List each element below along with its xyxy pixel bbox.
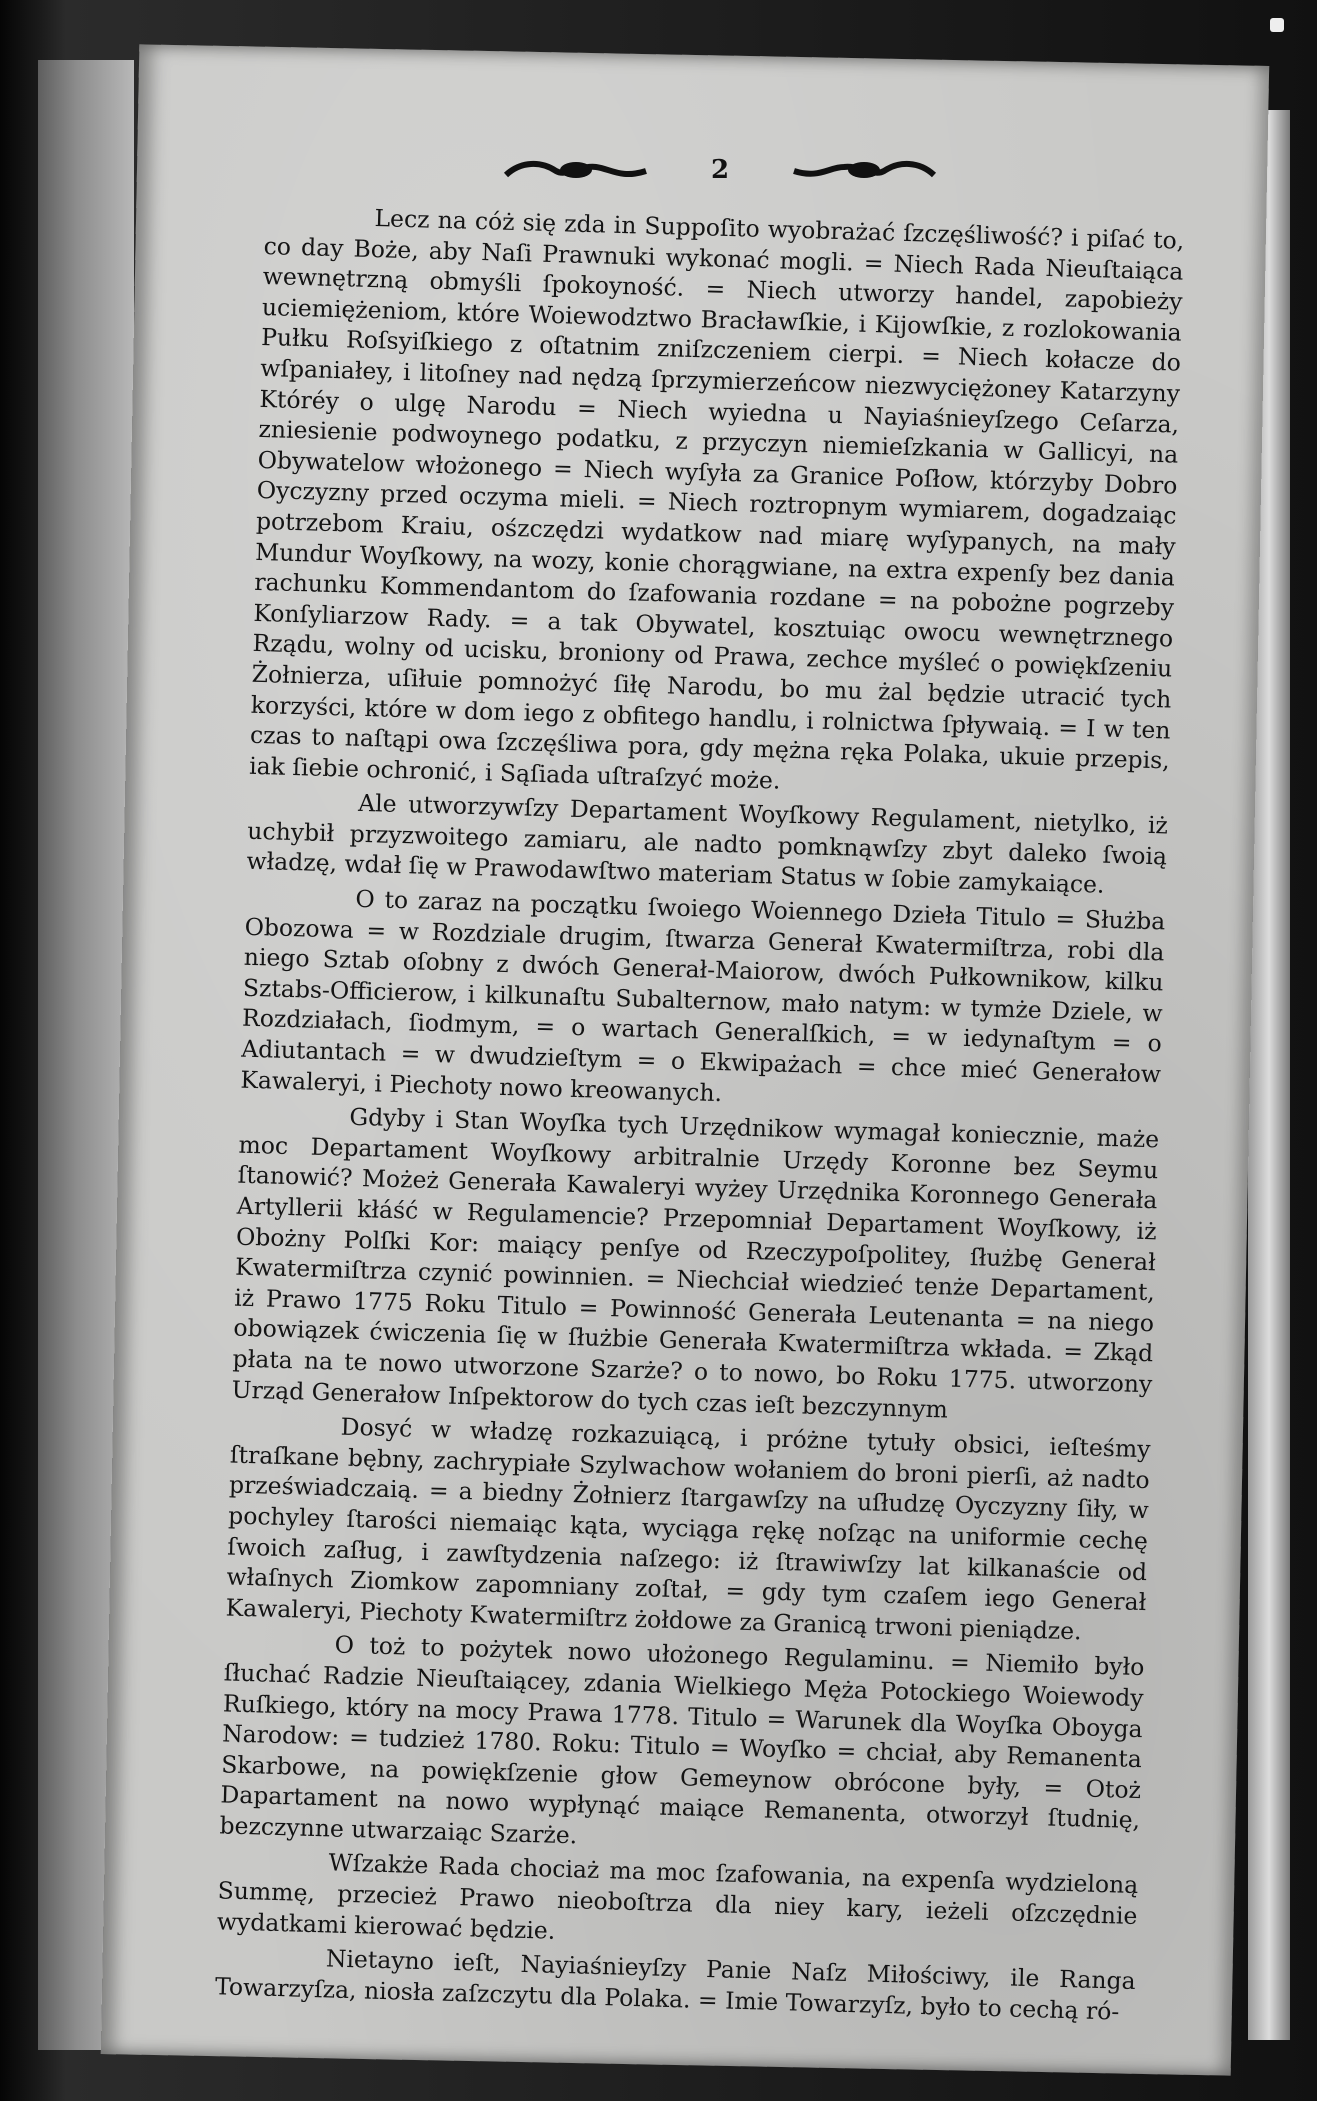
paragraph-8: Nietayno ieſt, Nayiaśnieyſzy Panie Naſz Miłościwy, ile Ranga Towarzyſza, niosła zaſzczytu dla Polaka. = Imie Towarzyſz, było to cechą ró- (214, 1944, 1136, 2026)
paragraph-7: Wſzakże Rada chociaż ma moc ſzafowania, na expenſa wydzieloną Summę, przecież Prawo nieoboſtrza dla niey kary, ieżeli oſzczędnie wydatkami kierować będzie. (216, 1848, 1139, 1945)
page-number: 2 (710, 155, 730, 185)
paragraph-1: Lecz na cóż się zda in Suppoſito wyobrażać ſzczęśliwość? i piſać to, co day Boże, aby Naſi Prawnuki wykonać mogli. = Niech Rada Nieuſtaiąca wewnętrzną obmyśli ſpokoyność. = Niech utworzy handel, zapobieży uciemiężeniom, które Woiewodztwo Bracławſkie, i Kijowſkie, z rozlokowania Pułku Roſsyiſkiego z oſtatnim zniſzczeniem cierpi. = Niech kołacze do wſpaniałey, i litoſney nad nędzą ſprzymierzeńcow niezwyciężoney Katarzyny Któréy o ulgę Narodu = Niech wyiedna u Nayiaśnieyſzego Ceſarza, zniesienie podwoynego podatku, z przyczyn niemieſzkania w Gallicyi, na Obywatelow włożonego = Niech wyſyła za Granice Poſłow, którzyby Dobro Oyczyzny przed oczyma mieli. = Niech roztropnym wymiarem, dogadzaiąc potrzebom Kraiu, ośzczędzi wydatkow nad miarę wyſypanych, na mały Mundur Woyſkowy, na wozy, konie chorągwiane, na extra expenſy bez dania rachunku Kommendantom do ſzafowania rozdane = na pobożne pogrzeby Konſyliarzow Rady. = a tak Obywatel, kosztuiąc owocu wewnętrznego Rządu, wolny od ucisku, broniony od Prawa, zechce myśleć o powiękſzeniu Żołnierza, uſiłuie pomnożyć ſiłę Narodu, bo mu żal będzie utracić tych korzyści, które w dom iego z obfitego handlu, i rolnictwa ſpływaią. = I w ten czas to naſtąpi owa ſzczęśliwa pora, gdy mężna ręka Polaka, ukuie przepis, iak ſiebie ochronić, i Sąſiada uſtraſzyć może. (248, 204, 1185, 795)
ornament-left-icon (501, 157, 651, 183)
paragraph-2: Ale utworzywſzy Departament Woyſkowy Regulament, nietylko, iż uchybił przyzwoitego zamiaru, ale nadto pomknąwſzy zbyt daleko ſwoią władzę, wdał ſię w Prawodawſtwo materiam Status w ſobie zamykaiące. (246, 789, 1169, 900)
paragraph-3: O to zaraz na początku ſwoiego Woiennego Dzieła Titulo = Służba Obozowa = w Rozdziale drugim, ſtwarza Generał Kwatermiſtrza, robi dla niego Sztab oſobny z dwóch Generał-Maiorow, dwóch Pułkownikow, kilku Sztabs-Officierow, i kilkunaſtu Subalternow, mało natym: w tymże Dziele, w Rozdziałach, ſiodmym, = o wartach Generalſkich, = w iedynaſtym = o Adiutantach = w dwudzieſtym = o Ekwipażach = chce mieć Generałow Kawaleryi, i Piechoty nowo kreowanych. (240, 884, 1166, 1107)
page-header (440, 150, 1000, 190)
page-body-text (215, 200, 1185, 2027)
ornament-right-icon (789, 157, 939, 183)
paragraph-5: Dosyć w władzę rozkazuiącą, i próżne tytuły obsici, ieſteśmy ſtraſkane bębny, zachrypiałe Szylwachow wołaniem do broni pierſi, aż nadto przeświadczaią. = a biedny Żołnierz ſtargawſzy na uſłudzę Oyczyzny ſiły, w pochyley ſtarości niemaiąc kąta, wyciąga rękę noſząc na uniformie cechę ſwoich zaſług, i zawſtydzenia naſzego: iż ſtrawiwſzy lat kilkanaście od właſnych Ziomkow zapomniany zoſtał, = gdy tym czaſem iego Generał Kawaleryi, Piechoty Kwatermiſtrz żołdowe za Granicą trwoni pieniądze. (225, 1412, 1151, 1646)
paragraph-6: O toż to pożytek nowo ułożonego Regulaminu. = Niemiło było ſłuchać Radzie Nieuſtaiącey, zdania Wielkiego Męża Potockiego Woiewody Ruſkiego, który na mocy Prawa 1778. Titulo = Warunek dla Woyſka Oboyga Narodow: = tudzież 1780. Roku: Titulo = Woyſko = chciał, aby Remanenta Skarbowe, na powiękſzenie głow Gemeynow obrócone były, = Otoż Dapartament na nowo wypłynąć maiące Remanenta, otworzył ſtudnię, bezczynne utwarzaiąc Szarże. (219, 1630, 1145, 1850)
paragraph-4: Gdyby i Stan Woyſka tych Urzędnikow wymagał koniecznie, maże moc Departament Woyſkowy arbitralnie Urzędy Koronne bez Seymu ſtanowić? Możeż Generała Kawaleryi wyżey Urzędnika Koronnego Generała Artyllerii kłáść w Regulamencie? Przepomniał Departament Woyſkowy, iż Obożny Polſki Kor: maiący penſye od Rzeczypoſpolitey, ſłużbę Generał Kwatermiſtrza czynić powinnien. = Niechciał wiedzieć tenże Departament, iż Prawo 1775 Roku Titulo = Powinność Generała Leutenanta = na niego obowiązek ćwiczenia ſię w ſłużbie Generała Kwatermiſtrza wkłada. = Zkąd płata na te nowo utworzone Szarże? o to nowo, bo Roku 1775. utworzony Urząd Generałow Inſpektorow do tych czas ieſt bezczynnym (231, 1102, 1160, 1424)
scan-corner-mark (1270, 18, 1284, 32)
